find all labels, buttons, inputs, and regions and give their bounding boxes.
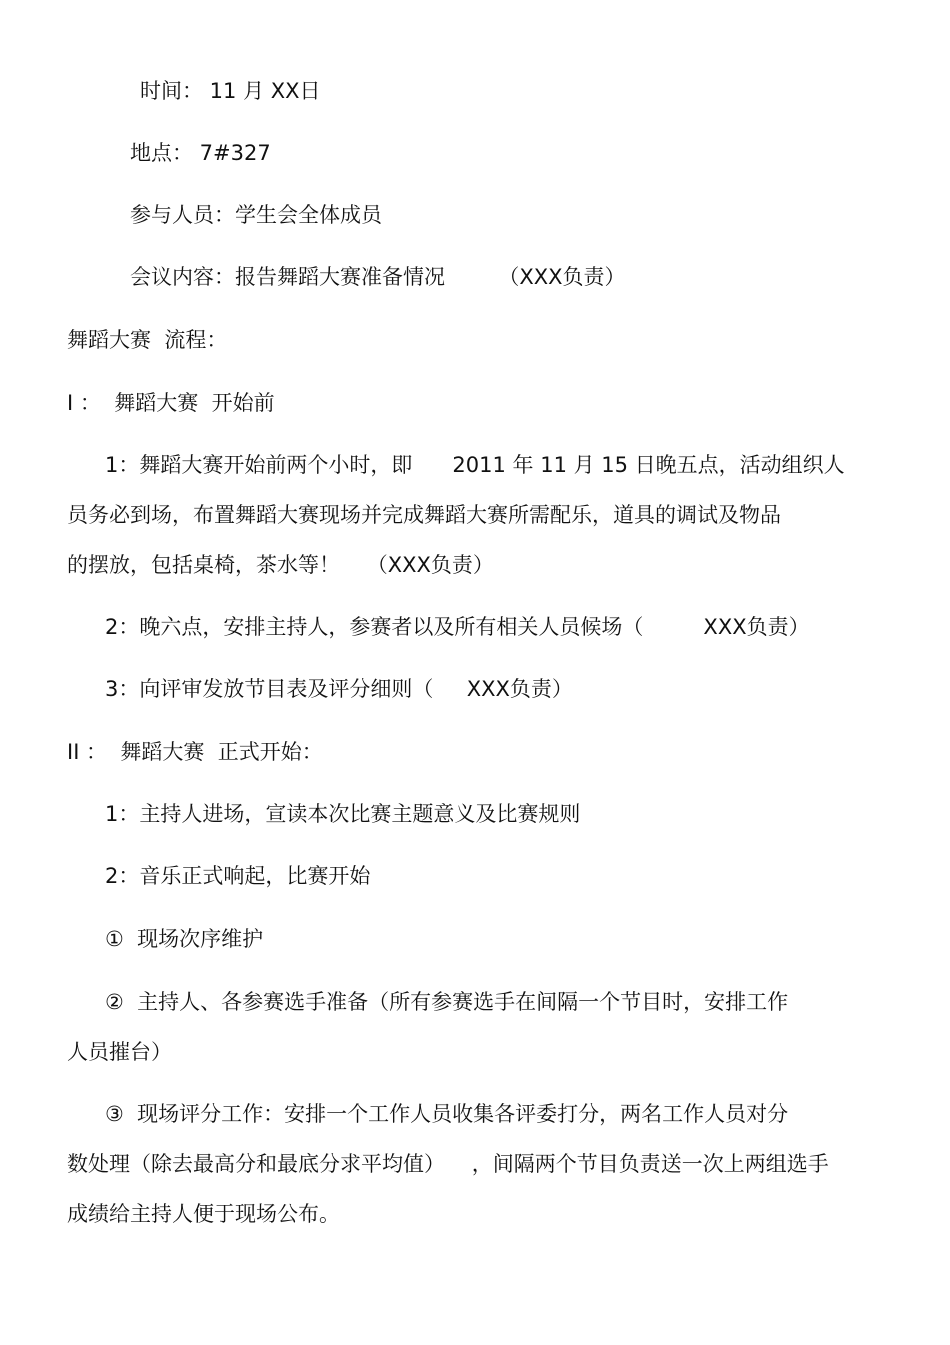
section2-sub2-line2: 人员摧台）: [67, 1040, 172, 1064]
section2-item1: 1：主持人进场，宣读本次比赛主题意义及比赛规则: [105, 802, 581, 826]
flow-heading: 舞蹈大赛 流程：: [67, 328, 228, 352]
section2-sub3-line3: 成绩给主持人便于现场公布。: [67, 1202, 340, 1226]
section2-sub3-line1: ③ 现场评分工作：安排一个工作人员收集各评委打分，两名工作人员对分: [105, 1102, 789, 1126]
section1-item1-line1: 1：舞蹈大赛开始前两个小时，即 2011 年 11 月 15 日晚五点，活动组织人: [105, 453, 845, 477]
meeting-time: 时间： 11 月 XX日: [140, 79, 321, 103]
section1-item1-line2: 员务必到场，布置舞蹈大赛现场并完成舞蹈大赛所需配乐，道具的调试及物品: [67, 503, 781, 527]
section1-item3: 3：向评审发放节目表及评分细则（ XXX负责）: [105, 677, 573, 701]
section2-heading: II ： 舞蹈大赛 正式开始：: [67, 740, 323, 764]
section2-sub1: ① 现场次序维护: [105, 927, 264, 951]
section2-sub2-line1: ② 主持人、各参赛选手准备（所有参赛选手在间隔一个节目时，安排工作: [105, 990, 789, 1014]
section2-sub3-line2: 数处理（除去最高分和最底分求平均值） ，间隔两个节目负责送一次上两组选手: [67, 1152, 829, 1176]
section2-item2: 2：音乐正式响起，比赛开始: [105, 864, 371, 888]
meeting-content: 会议内容：报告舞蹈大赛准备情况 （XXX负责）: [130, 265, 626, 289]
section1-heading: I ： 舞蹈大赛 开始前: [67, 391, 275, 415]
section1-item1-line3: 的摆放，包括桌椅，茶水等！ （XXX负责）: [67, 553, 494, 577]
meeting-place: 地点： 7#327: [130, 141, 271, 165]
meeting-participants: 参与人员：学生会全体成员: [130, 203, 382, 227]
section1-item2: 2：晚六点，安排主持人，参赛者以及所有相关人员候场（ XXX负责）: [105, 615, 810, 639]
